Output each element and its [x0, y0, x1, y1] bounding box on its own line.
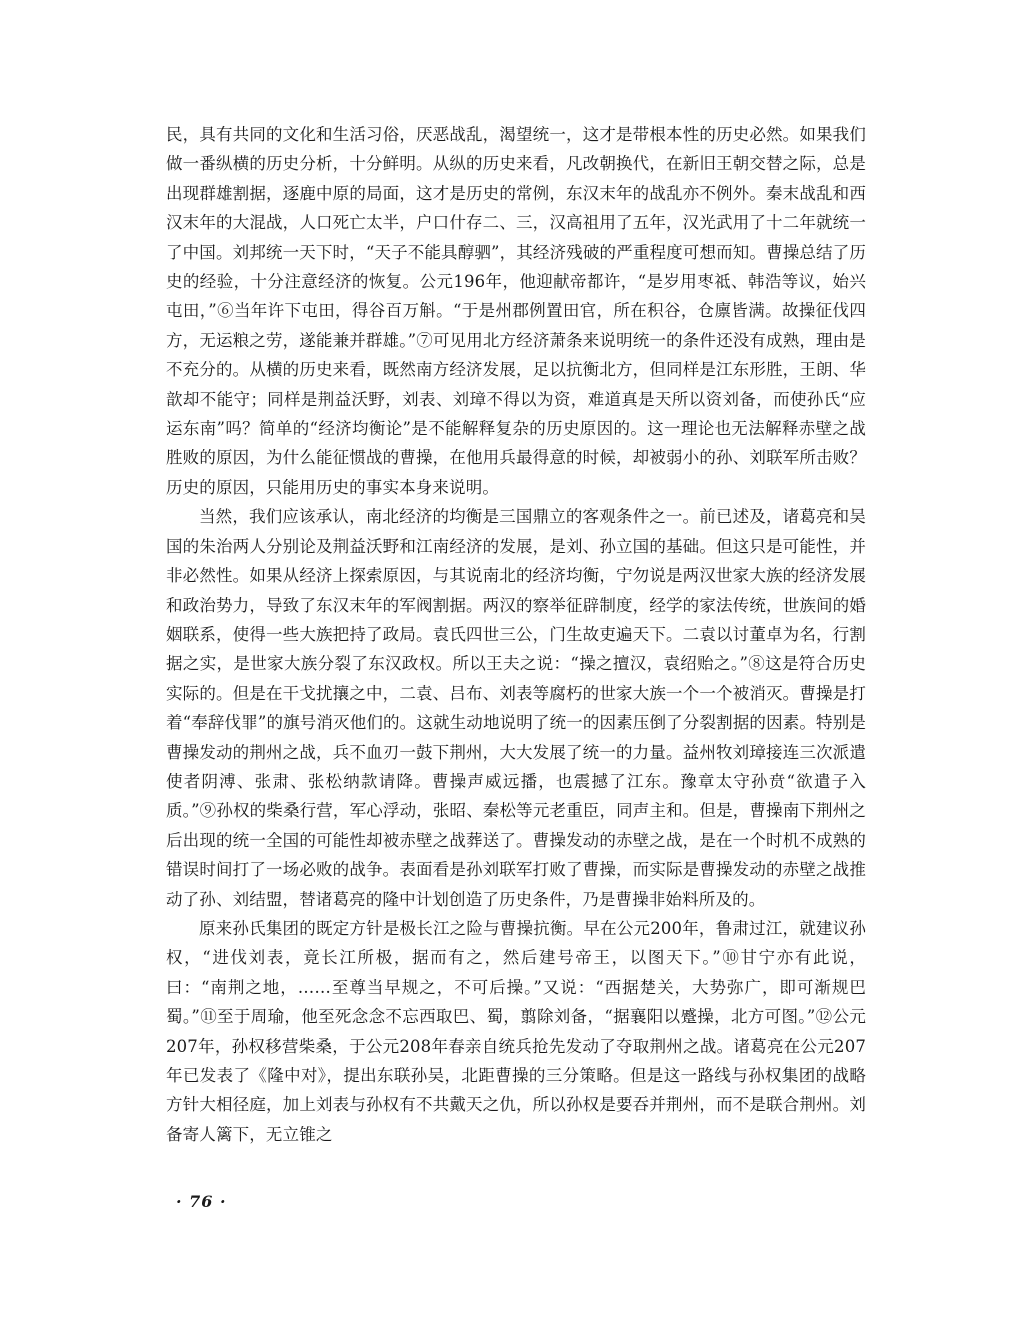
paragraph-2: 当然，我们应该承认，南北经济的均衡是三国鼎立的客观条件之一。前已述及，诸葛亮和吴国的朱治两人分别论及荆益沃野和江南经济的发展，是刘、孙立国的基础。但这只是可能性，并非必然性。如果从经济上探索原因，与其说南北的经济均衡，宁勿说是两汉世家大族的经济发展和政治势力，导致了东汉末年的军阀割据。两汉的察举征辟制度，经学的家法传统，世族间的婚姻联系，使得一些大族把持了政局。袁氏四世三公，门生故吏遍天下。二袁以讨董卓为名，行割据之实，是世家大族分裂了东汉政权。所以王夫之说：“操之擅汉，袁绍贻之。”⑧这是符合历史实际的。但是在干戈扰攘之中，二袁、吕布、刘表等腐朽的世家大族一个一个被消灭。曹操是打着“奉辞伐罪”的旗号消灭他们的。这就生动地说明了统一的因素压倒了分裂割据的因素。特别是曹操发动的荆州之战，兵不血刃一鼓下荆州，大大发展了统一的力量。益州牧刘璋接连三次派遣使者阴溥、张肃、张松纳款请降。曹操声威远播，也震撼了江东。豫章太守孙贲“欲遣子入质。”⑨孙权的柴桑行营，军心浮动，张昭、秦松等元老重臣，同声主和。但是，曹操南下荆州之后出现的统一全国的可能性却被赤壁之战葬送了。曹操发动的赤壁之战，是在一个时机不成熟的错误时间打了一场必败的战争。表面看是孙刘联军打败了曹操，而实际是曹操发动的赤壁之战推动了孙、刘结盟，替诸葛亮的隆中计划创造了历史条件，乃是曹操非始料所及的。 — [166, 507, 866, 909]
paragraph-3: 原来孙氏集团的既定方针是极长江之险与曹操抗衡。早在公元200年，鲁肃过江，就建议孙权，“进伐刘表，竟长江所极，据而有之，然后建号帝王，以图天下。”⑩甘宁亦有此说，曰：“南荆之地，……至尊当早规之，不可后操。”又说：“西据楚关，大势弥广，即可渐规巴蜀。”⑪至于周瑜，他至死念念不忘西取巴、蜀，翦除刘备，“据襄阳以蹙操，北方可图。”⑫公元207年，孙权移营柴桑，于公元208年春亲自统兵抢先发动了夺取荆州之战。诸葛亮在公元207年已发表了《隆中对》，提出东联孙吴，北距曹操的三分策略。但是这一路线与孙权集团的战略方针大相径庭，加上刘表与孙权有不共戴天之仇，所以孙权是要吞并荆州，而不是联合荆州。刘备寄人篱下，无立锥之 — [166, 918, 866, 1144]
page-number: · 76 · — [176, 1192, 227, 1211]
paragraph-1: 民，具有共同的文化和生活习俗，厌恶战乱，渴望统一，这才是带根本性的历史必然。如果我们做一番纵横的历史分析，十分鲜明。从纵的历史来看，凡改朝换代，在新旧王朝交替之际，总是出现群雄割据，逐鹿中原的局面，这才是历史的常例，东汉末年的战乱亦不例外。秦末战乱和西汉末年的大混战，人口死亡太半，户口什存二、三，汉高祖用了五年，汉光武用了十二年就统一了中国。刘邦统一天下时，“天子不能具醇驷”，其经济残破的严重程度可想而知。曹操总结了历史的经验，十分注意经济的恢复。公元196年，他迎献帝都许，“是岁用枣祗、韩浩等议，始兴屯田，”⑥当年许下屯田，得谷百万斛。“于是州郡例置田官，所在积谷，仓廪皆满。故操征伐四方，无运粮之劳，遂能兼并群雄。”⑦可见用北方经济萧条来说明统一的条件还没有成熟，理由是不充分的。从横的历史来看，既然南方经济发展，足以抗衡北方，但同样是江东形胜，王朗、华歆却不能守；同样是荆益沃野，刘表、刘璋不得以为资，难道真是天所以资刘备，而使孙氏“应运东南”吗？简单的“经济均衡论”是不能解释复杂的历史原因的。这一理论也无法解释赤壁之战胜败的原因，为什么能征惯战的曹操，在他用兵最得意的时候，却被弱小的孙、刘联军所击败？历史的原因，只能用历史的事实本身来说明。 — [166, 125, 866, 497]
body-text — [166, 120, 866, 1149]
